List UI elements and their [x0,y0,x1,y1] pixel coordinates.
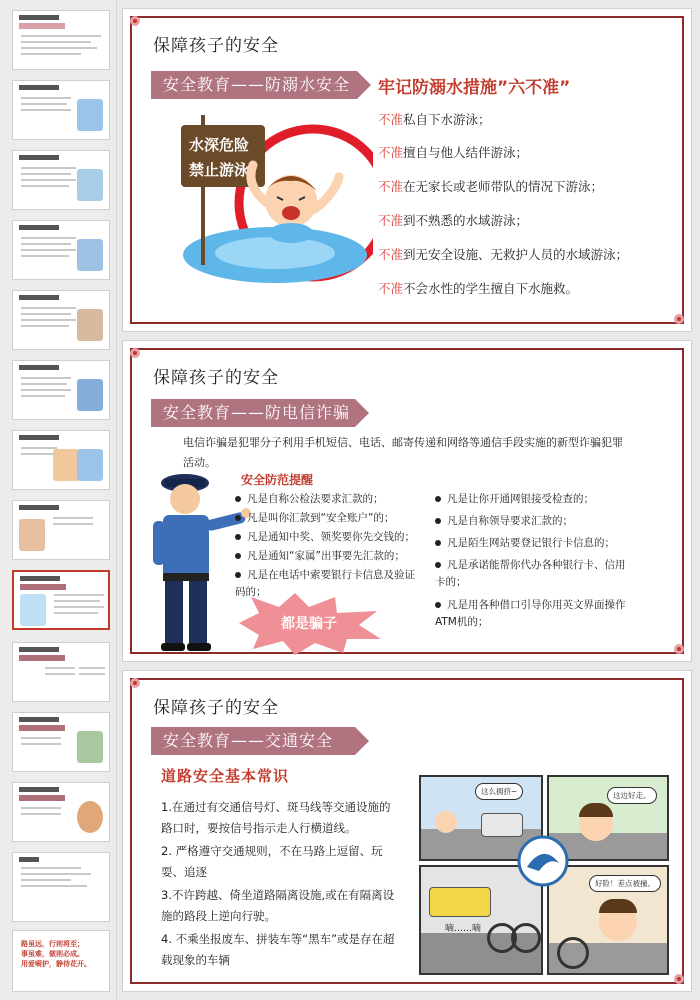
thumbnail-13[interactable] [12,852,110,922]
rule-4: 不准到不熟悉的水域游泳； [378,213,529,228]
fraud-item-right-5: 凡是用各种借口引导你用英文界面操作ATM机的； [435,599,626,628]
closing-line-2: 事虽难，做则必成。 [21,950,84,958]
sign-text-2: 禁止游泳 [189,161,250,179]
burst-label: 都是骗子 [281,616,337,632]
comic-badge-icon [515,833,571,889]
slide-thumbnail-panel [0,0,117,1000]
fraud-item-left-3: 凡是通知中奖、领奖要你先交钱的； [235,529,425,546]
traffic-rule-1: 1.在通过有交通信号灯、斑马线等交通设施的路口时，要按信号指示走人行横道线。 [161,800,391,835]
thumbnail-12[interactable] [12,782,110,842]
thumbnail-14[interactable] [12,930,110,992]
fraud-item-left-2: 凡是叫你汇款到“安全账户”的； [235,510,425,527]
rule-2: 不准擅自与他人结伴游泳； [378,145,529,160]
traffic-rule-2: 2. 严格遵守交通规则，不在马路上逗留、玩耍、追逐 [161,844,383,879]
fraud-item-right-4: 凡是承诺能帮你代办各种银行卡、信用卡的； [435,559,626,588]
closing-line-1: 路虽远，行则将至； [21,940,84,948]
thumbnail-10[interactable] [12,642,110,702]
slide-title: 保障孩子的安全 [153,698,279,718]
section-band: 安全教育——交通安全 [151,727,355,755]
corner-flower-icon [671,641,687,657]
corner-flower-icon [671,971,687,987]
thumbnail-1[interactable] [12,10,110,70]
thumbnail-6[interactable] [12,360,110,420]
thumbnail-3[interactable] [12,150,110,210]
section-band: 安全教育——防溺水安全 [151,71,357,99]
traffic-rule-3: 3.不许跨越、倚坐道路隔离设施,或在有隔离设施的路段上逆向行驶。 [161,888,395,923]
sign-text-1: 水深危险 [189,136,250,154]
rule-1: 不准私自下水游泳； [378,112,491,127]
alert-heading: 安全防范提醒 [241,473,314,487]
drowning-child-illustration [163,105,373,305]
thumbnail-11[interactable] [12,712,110,772]
rule-3: 不准在无家长或老师带队的情况下游泳； [378,179,604,194]
fraud-intro-text: 电信诈骗是犯罪分子利用手机短信、电话、邮寄传递和网络等通信手段实施的新型诈骗犯罪活动。 [183,436,623,469]
rule-5: 不准到无安全设施、无救护人员的水域游泳； [378,247,629,262]
thumbnail-5[interactable] [12,290,110,350]
comic-bubble-4: 好险！差点被撞。 [589,875,661,892]
comic-bubble-1: 这么拥挤~ [475,783,523,800]
corner-flower-icon [127,345,143,361]
thumbnail-7[interactable] [12,430,110,490]
closing-line-3: 用爱嗬护，静待花开。 [21,960,91,968]
rule-6: 不准不会水性的学生擅自下水施救。 [378,281,579,296]
thumbnail-8[interactable] [12,500,110,560]
thumbnail-9-active[interactable] [12,570,110,630]
thumbnail-2[interactable] [12,80,110,140]
traffic-rule-4: 4. 不乘坐报废车、拼装车等“黑车”或是存在超载现象的车辆 [161,932,395,967]
comic-bubble-2: 这边好走。 [607,787,657,804]
fraud-item-left-4: 凡是通知“家属”出事要先汇款的； [235,548,425,565]
slide-title: 保障孩子的安全 [153,36,279,56]
fraud-item-right-3: 凡是陌生网站要登记银行卡信息的； [435,535,637,552]
fraud-item-right-2: 凡是自称领导要求汇款的； [435,513,637,530]
corner-flower-icon [671,311,687,327]
slide-telecom-fraud[interactable] [122,340,692,662]
fraud-item-right-1: 凡是让你开通网银接受检查的； [435,491,637,508]
rules-heading: 牢记防溺水措施”六不准” [378,78,571,98]
slide-title: 保障孩子的安全 [153,368,279,388]
slide-traffic-safety[interactable] [122,670,692,992]
fraud-item-left-5: 凡是在电话中索要银行卡信息及验证码的； [235,569,415,598]
fraud-item-left-1: 凡是自称公检法要求汇款的； [235,491,425,508]
comic-bubble-3: 嘀……嘀 [445,924,482,934]
traffic-subhead: 道路安全基本常识 [161,767,290,785]
section-band: 安全教育——防电信诈骗 [151,399,355,427]
slide-drowning-safety[interactable] [122,8,692,332]
corner-flower-icon [127,675,143,691]
thumbnail-4[interactable] [12,220,110,280]
corner-flower-icon [127,13,143,29]
